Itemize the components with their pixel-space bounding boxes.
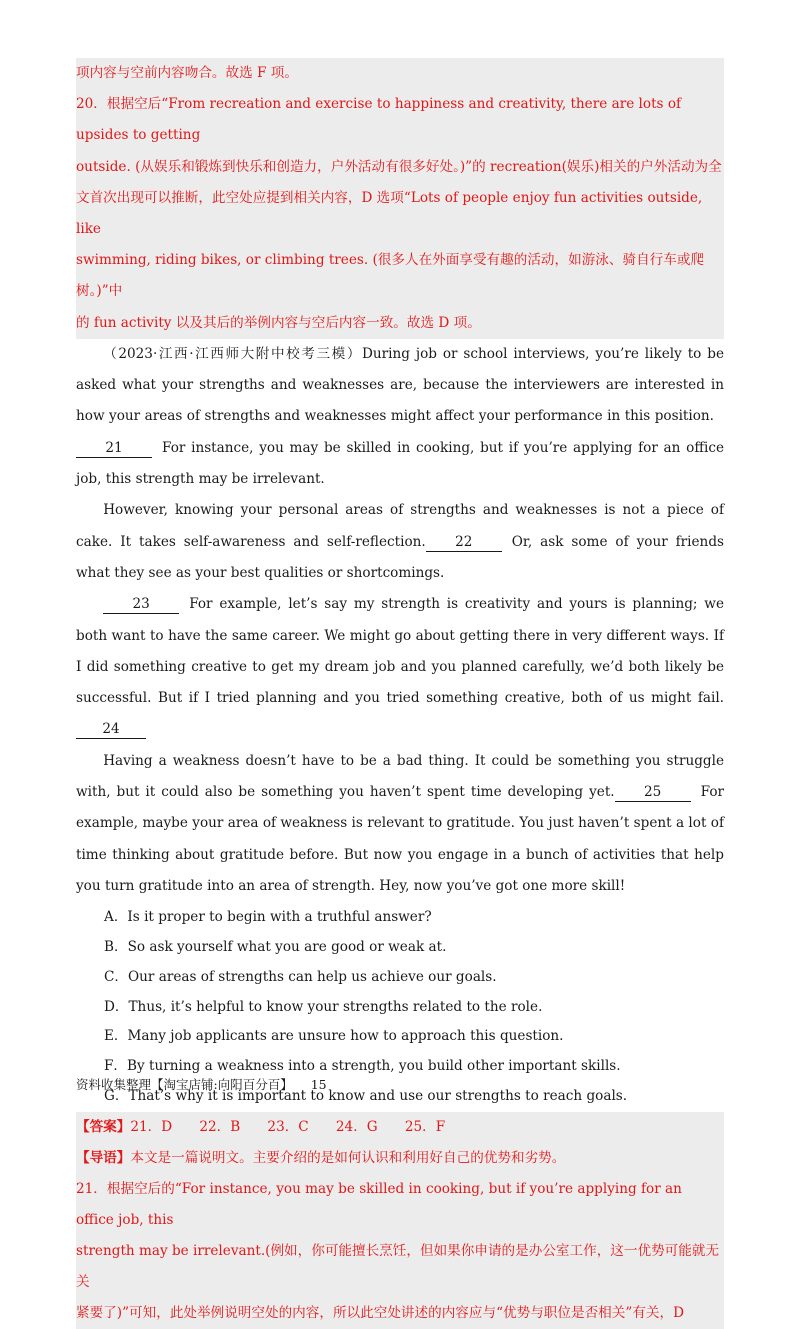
passage-paragraph-3 (76, 589, 724, 745)
explanation-line: outside. (从娱乐和锻炼到快乐和创造力，户外活动有很多好处。)”的 recreation(娱乐)相关的户外活动为全 (76, 158, 722, 175)
answer-key-block (76, 1112, 724, 1329)
option-e: E．Many job applicants are unsure how to approach this question. (104, 1028, 564, 1045)
blank-22: 22 (426, 533, 502, 552)
explanation-line: 的 fun activity 以及其后的举例内容与空后内容一致。故选 D 项。 (76, 314, 481, 331)
option-b: B．So ask yourself what you are good or weak at. (104, 938, 447, 955)
passage-paragraph-2 (76, 495, 724, 589)
page-number: 15 (310, 1077, 327, 1092)
guide-line (76, 1143, 724, 1174)
passage-text: For example, let’s say my strength is creativity and yours is planning; we both want to have the same career. We might go about getting there in very different ways. If I did something creative to get my dream job and you planned carefully, we’d both likely be successful. But if I tried planning and you tried something creative, both of us might fail. (76, 596, 724, 707)
option-d: D．Thus, it’s helpful to know your strengths related to the role. (104, 998, 543, 1015)
answer-label: 【答案】 (76, 1118, 131, 1135)
option-a: A．Is it proper to begin with a truthful answer? (104, 909, 432, 926)
explanation-line: 项内容与空前内容吻合。故选 F 项。 (76, 65, 298, 81)
blank-21: 21 (76, 439, 152, 458)
q21-line: 紧要了)”可知，此处举例说明空处的内容，所以此空处讲述的内容应与“优势与职位是否相关”有关，D (76, 1304, 684, 1321)
passage-paragraph-1 (76, 339, 724, 495)
passage-text: For instance, you may be skilled in cooking, but if you’re applying for an office job, this strength may be irrelevant. (76, 439, 724, 488)
q21-line: 21．根据空后的“For instance, you may be skilled in cooking, but if you’re applying for an office job, this (76, 1180, 682, 1228)
document-page (76, 58, 724, 1329)
guide-label: 【导语】 (76, 1149, 131, 1166)
blank-24: 24 (76, 720, 146, 739)
explanation-line: 文首次出现可以推断，此空处应提到相关内容，D 选项“Lots of people enjoy fun activities outside, like (76, 189, 703, 238)
page-footer (76, 1075, 327, 1093)
passage-text: （2023·江西·江西师大附中校考三模）During job or school interviews, you’re likely to be asked what your strengths and weaknesses are, because the interviewers are interested in how your areas of strengths and weaknesses might affect your performance in this position. (76, 345, 724, 425)
option-c: C．Our areas of strengths can help us achieve our goals. (104, 968, 497, 985)
footer-source: 资料收集整理【淘宝店铺:向阳百分百】 (76, 1077, 293, 1092)
passage-text: Or, ask some of your friends what they see as your best qualities or shortcomings. (76, 533, 724, 581)
passage-text: For example, maybe your area of weakness is relevant to gratitude. You just haven’t spent a lot of time thinking about gratitude before. But now you engage in a bunch of activities that help you turn gratitude into an area of strength. Hey, now you’ve got one more skill! (76, 783, 724, 894)
answer-text: 21．D 22．B 23．C 24．G 25．F (130, 1118, 446, 1135)
blank-23: 23 (103, 595, 179, 614)
option-f: F．By turning a weakness into a strength, you build other important skills. (104, 1058, 621, 1075)
explanation-line: 20．根据空后“From recreation and exercise to happiness and creativity, there are lots of upsides to getting (76, 96, 682, 144)
blank-25: 25 (615, 783, 691, 802)
reading-passage (76, 339, 724, 902)
q21-line: strength may be irrelevant.(例如，你可能擅长烹饪，但如果你申请的是办公室工作，这一优势可能就无关 (76, 1242, 720, 1290)
passage-text: Having a weakness doesn’t have to be a bad thing. It could be something you struggle with, but it could also be something you haven’t spent time developing yet. (76, 752, 724, 800)
guide-text: 本文是一篇说明文。主要介绍的是如何认识和利用好自己的优势和劣势。 (130, 1149, 566, 1166)
explanation-line: swimming, riding bikes, or climbing trees. (很多人在外面享受有趣的活动，如游泳、骑自行车或爬树。)”中 (76, 252, 705, 300)
passage-text: However, knowing your personal areas of strengths and weaknesses is not a piece of cake. It takes self-awareness and self-reflection. (76, 502, 724, 550)
option-g: G．That’s why it is important to know and use our strengths to reach goals. (104, 1087, 628, 1104)
passage-paragraph-4 (76, 746, 724, 902)
answer-line (76, 1112, 724, 1143)
q20-explanation (76, 58, 724, 339)
